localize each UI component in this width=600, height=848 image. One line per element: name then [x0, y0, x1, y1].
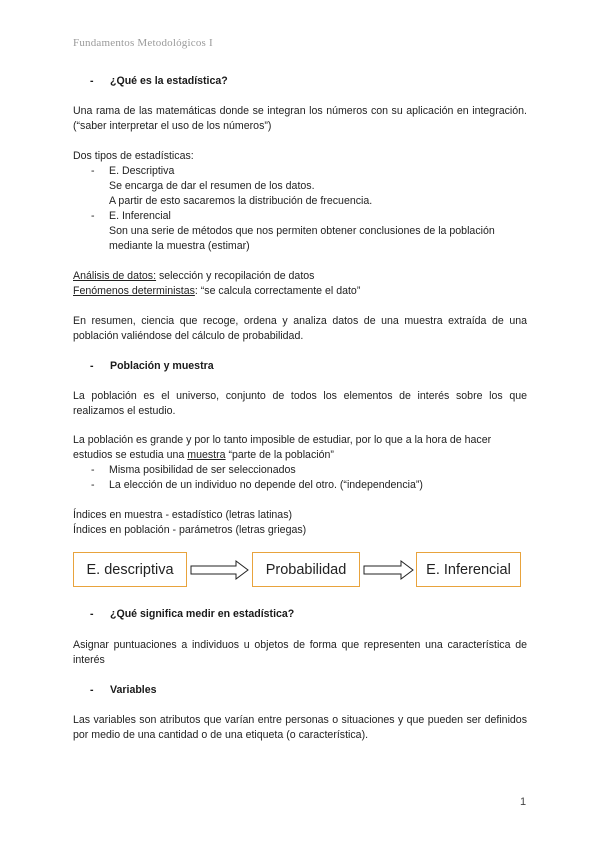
bullet-dash: - [91, 165, 95, 177]
paragraph-summary: En resumen, ciencia que recoge, ordena y analiza datos de una muestra extraída de una población valiéndose del cálculo de probabilidad. [73, 315, 527, 342]
paragraph-muestra-line1: La población es grande y por lo tanto imposible de estudiar, por lo que a la hora de hacer [73, 434, 492, 446]
section-heading-estadistica: - ¿Qué es la estadística? [90, 75, 228, 87]
diagram-box-probabilidad: Probabilidad [252, 552, 360, 587]
text-run: estudios se estudia una [73, 449, 188, 461]
indices-muestra: Índices en muestra - estadístico (letras latinas) [73, 509, 293, 521]
type-inferencial: E. Inferencial [109, 210, 171, 222]
arrow-right-icon [190, 560, 250, 580]
bullet-item: La elección de un individuo no depende del otro. (“independencia”) [109, 479, 423, 491]
definition-analisis [73, 269, 314, 284]
definition-fenomenos [73, 284, 360, 299]
section-heading-poblacion: - Población y muestra [90, 360, 214, 372]
section-heading-medir: - ¿Qué significa medir en estadística? [90, 608, 295, 620]
definition-text: : “se calcula correctamente el dato” [194, 285, 361, 297]
term-fenomenos: Fenómenos deterministas [73, 285, 195, 297]
bullet-dash: - [91, 210, 95, 222]
type-inferencial-line2: mediante la muestra (estimar) [109, 240, 250, 252]
paragraph-definition: Una rama de las matemáticas donde se integran los números con su aplicación en integración. (“saber interpretar el uso de los números”) [73, 105, 527, 132]
diagram-box-inferencial: E. Inferencial [416, 552, 521, 587]
bullet-dash: - [91, 464, 95, 476]
bullet-item: Misma posibilidad de ser seleccionados [109, 464, 296, 476]
definition-text: selección y recopilación de datos [156, 270, 315, 282]
type-descriptiva-line2: A partir de esto sacaremos la distribución de frecuencia. [109, 195, 373, 207]
page-header: Fundamentos Metodológicos I [73, 37, 213, 49]
heading-text: ¿Qué significa medir en estadística? [110, 608, 295, 620]
type-descriptiva: E. Descriptiva [109, 165, 175, 177]
bullet-dash: - [91, 479, 95, 491]
type-inferencial-line1: Son una serie de métodos que nos permiten obtener conclusiones de la población [109, 225, 495, 237]
arrow-right-icon [363, 560, 415, 580]
heading-text: Población y muestra [110, 360, 214, 372]
term-muestra: muestra [187, 449, 226, 461]
heading-text: Variables [110, 684, 157, 696]
diagram-box-descriptiva: E. descriptiva [73, 552, 187, 587]
heading-text: ¿Qué es la estadística? [110, 75, 228, 87]
paragraph-poblacion: La población es el universo, conjunto de todos los elementos de interés sobre los que realizamos el estudio. [73, 390, 527, 417]
paragraph-types-intro: Dos tipos de estadísticas: [73, 150, 194, 162]
page-number: 1 [520, 796, 527, 808]
text-run: “parte de la población” [225, 449, 334, 461]
paragraph-variables: Las variables son atributos que varían entre personas o situaciones y que pueden ser definidos por medio de una cantidad o de una etiqueta (o característica). [73, 714, 527, 741]
paragraph-medir: Asignar puntuaciones a individuos u objetos de forma que representen una característica de interés [73, 639, 527, 666]
indices-poblacion: Índices en población - parámetros (letras griegas) [73, 524, 307, 536]
term-analisis: Análisis de datos: [73, 270, 157, 282]
type-descriptiva-line1: Se encarga de dar el resumen de los datos. [109, 180, 315, 192]
paragraph-muestra-line2 [73, 448, 334, 463]
section-heading-variables: - Variables [90, 684, 157, 696]
